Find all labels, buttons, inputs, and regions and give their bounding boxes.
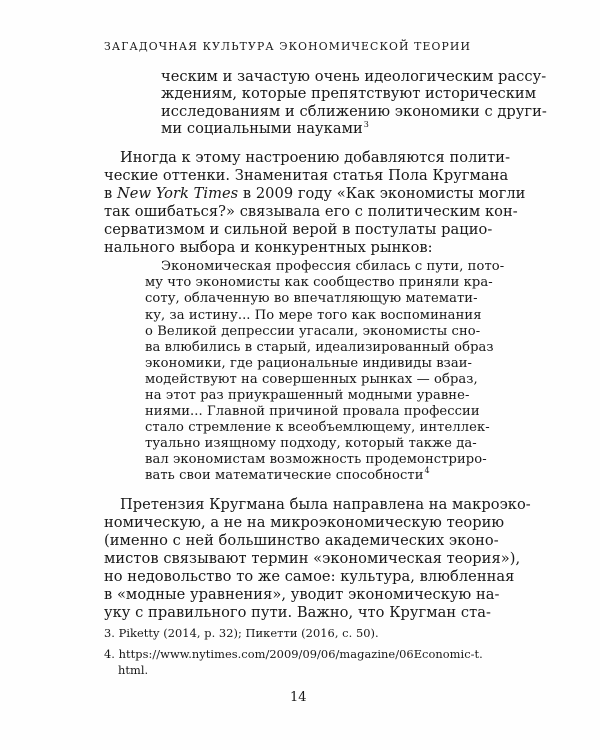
paragraph-1-line-6: нального выбора и конкурентных рынков:	[104, 239, 433, 256]
quote-line-1: Экономическая профессия сбилась с пути, пото-	[161, 259, 505, 274]
continued-line-2: ждениям, которые препятствуют историческим	[161, 85, 537, 102]
quote-line-12: туально изящному подходу, который также да-	[145, 436, 477, 451]
footnote-reference-4: 4	[424, 466, 430, 475]
running-head: ЗАГАДОЧНАЯ КУЛЬТУРА ЭКОНОМИЧЕСКОЙ ТЕОРИИ	[104, 40, 472, 53]
paragraph-1-line-3	[104, 187, 525, 202]
paragraph-2-line-1: Претензия Кругмана была направлена на макроэко-	[120, 496, 531, 513]
continued-line-4-text: ми социальными науками	[161, 120, 363, 137]
paragraph-1-line-3-prefix: в	[104, 185, 117, 202]
quote-line-13: вал экономистам возможность продемонстриро-	[145, 452, 487, 467]
paragraph-1-line-4: так ошибаться?» связывала его с политическим кон-	[104, 203, 518, 220]
quote-line-2: му что экономисты как сообщество приняли кра-	[145, 275, 493, 290]
quote-line-9: на этот раз приукрашенный модными уравне-	[145, 388, 470, 403]
quote-line-3: соту, облаченную во впечатляющую математи-	[145, 291, 478, 306]
quote-line-5: о Великой депрессии угасали, экономисты сно-	[145, 324, 481, 339]
paragraph-2-line-6: в «модные уравнения», уводит экономическую на-	[104, 586, 500, 603]
paragraph-2-line-7: уку с правильного пути. Важно, что Кругман ста-	[104, 604, 491, 621]
paragraph-2-line-2: номическую, а не на микроэкономическую теорию	[104, 514, 505, 531]
paragraph-1-line-1: Иногда к этому настроению добавляются полити-	[120, 149, 511, 166]
paragraph-2-line-5: но недовольство то же самое: культура, влюбленная	[104, 568, 515, 585]
continued-line-1: ческим и зачастую очень идеологическим рассу-	[161, 68, 547, 85]
quote-line-10: ниями... Главной причиной провала профессии	[145, 404, 480, 419]
paragraph-1-line-5: серватизмом и сильной верой в постулаты рацио-	[104, 221, 493, 238]
page-number: 14	[290, 690, 307, 705]
quote-line-4: ку, за истину... По мере того как воспоминания	[145, 308, 482, 323]
continued-line-4	[161, 122, 369, 137]
quote-line-11: стало стремление к всеобъемлющему, интеллек-	[145, 420, 490, 435]
footnote-4-continuation: html.	[118, 663, 149, 677]
footnote-4: 4. https://www.nytimes.com/2009/09/06/magazine/06Economic-t.	[104, 647, 483, 661]
paragraph-1-line-3-suffix: в 2009 году «Как экономисты могли	[238, 185, 526, 202]
quote-line-14-text: вать свои математические способности	[145, 468, 424, 483]
paragraph-2-line-3: (именно с ней большинство академических эконо-	[104, 532, 499, 549]
quote-line-6: ва влюбились в старый, идеализированный образ	[145, 340, 494, 355]
quote-line-8: модействуют на совершенных рынках — образ,	[145, 372, 478, 387]
quote-line-7: экономики, где рациональные индивиды взаи-	[145, 356, 473, 371]
footnote-reference-3: 3	[363, 120, 369, 129]
paragraph-1-line-2: ческие оттенки. Знаменитая статья Пола Кругмана	[104, 167, 509, 184]
continued-line-3: исследованиям и сближению экономики с други-	[161, 103, 547, 120]
footnote-3: 3. Piketty (2014, p. 32); Пикетти (2016, с. 50).	[104, 626, 379, 640]
new-york-times-title: New York Times	[116, 185, 239, 202]
paragraph-2-line-4: мистов связывают термин «экономическая теория»),	[104, 550, 521, 567]
quote-line-14	[145, 466, 430, 483]
